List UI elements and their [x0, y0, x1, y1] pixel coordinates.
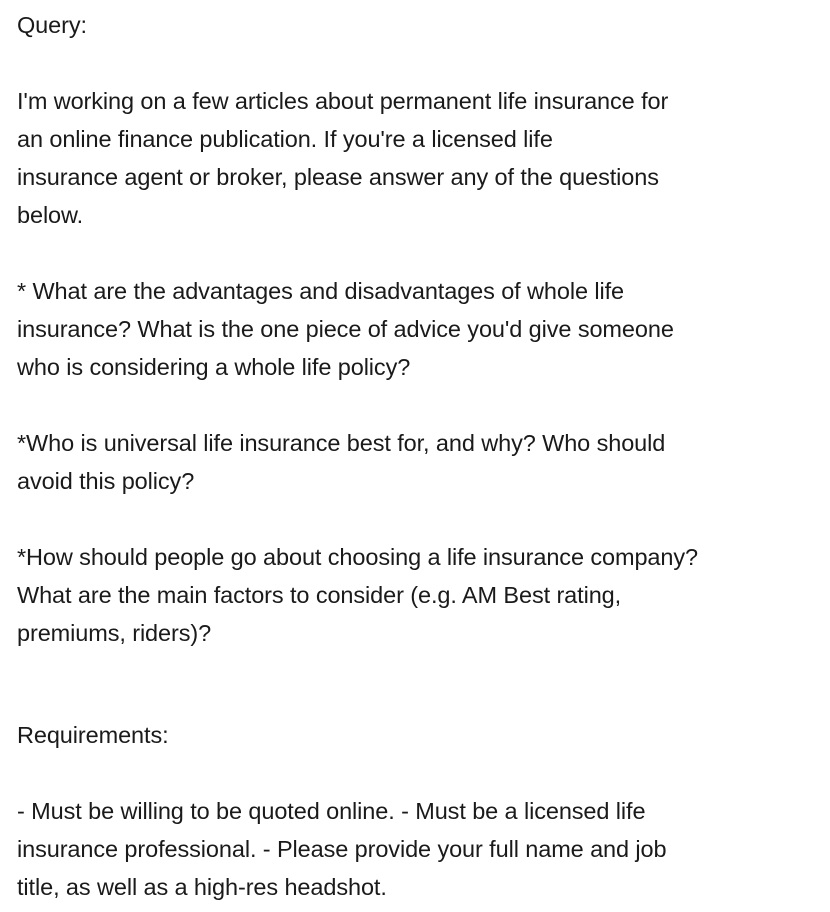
- question-whole-life: [17, 272, 797, 386]
- intro-line: an online finance publication. If you're a licensed life: [17, 126, 553, 152]
- question-line: insurance? What is the one piece of advice you'd give someone: [17, 316, 674, 342]
- question-universal-life: [17, 424, 797, 500]
- question-line: avoid this policy?: [17, 468, 195, 494]
- requirement-line: insurance professional. - Please provide your full name and job: [17, 836, 667, 862]
- question-line: *Who is universal life insurance best for, and why? Who should: [17, 430, 666, 456]
- intro-line: below.: [17, 202, 84, 228]
- requirements-label: Requirements:: [17, 722, 169, 748]
- intro-line: I'm working on a few articles about permanent life insurance for: [17, 88, 669, 114]
- query-section: [17, 6, 797, 652]
- question-line: *How should people go about choosing a life insurance company?: [17, 544, 698, 570]
- query-label: Query:: [17, 12, 87, 38]
- question-line: What are the main factors to consider (e.g. AM Best rating,: [17, 582, 622, 608]
- intro-line: insurance agent or broker, please answer any of the questions: [17, 164, 659, 190]
- question-line: who is considering a whole life policy?: [17, 354, 411, 380]
- question-choosing-company: [17, 538, 797, 652]
- question-line: * What are the advantages and disadvantages of whole life: [17, 278, 625, 304]
- question-line: premiums, riders)?: [17, 620, 212, 646]
- query-intro: [17, 82, 797, 234]
- requirement-line: title, as well as a high-res headshot.: [17, 874, 387, 900]
- requirement-line: - Must be willing to be quoted online. - Must be a licensed life: [17, 798, 646, 824]
- requirements-section: [17, 716, 797, 906]
